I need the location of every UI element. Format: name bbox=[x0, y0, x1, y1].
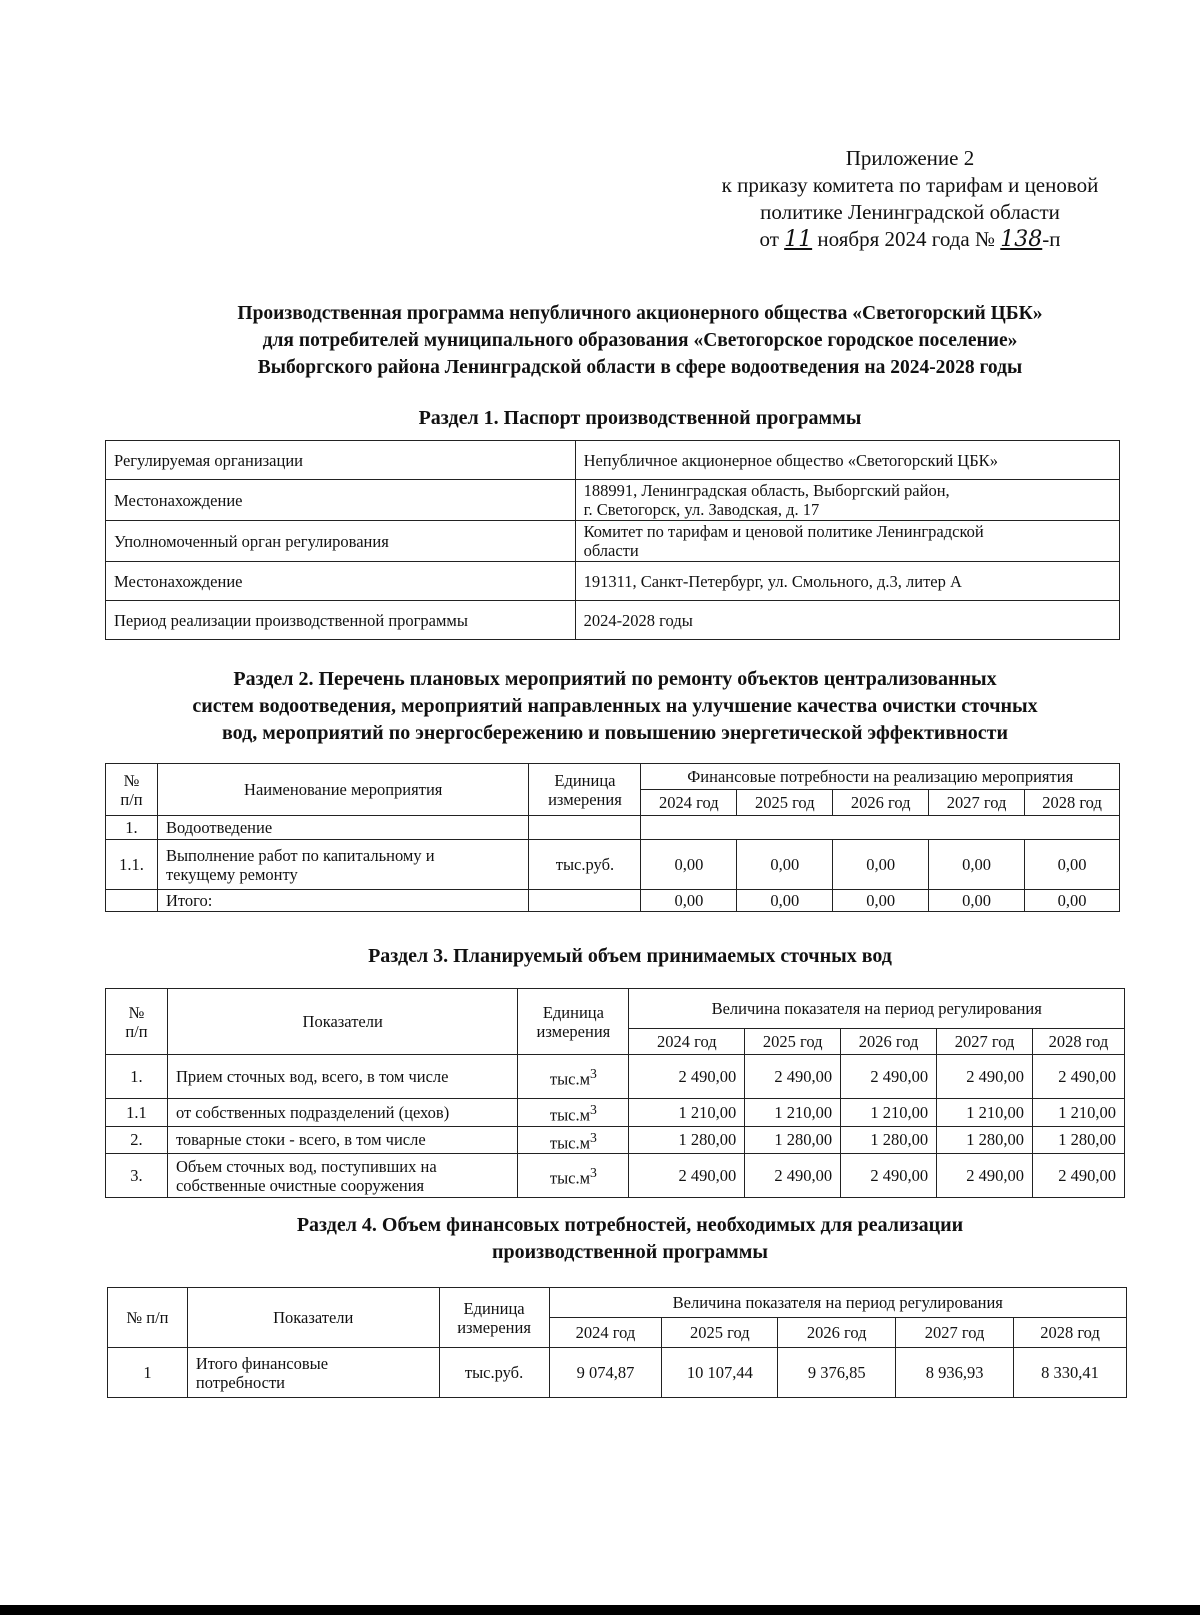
year-header: 2024 год bbox=[549, 1318, 662, 1348]
table-row bbox=[106, 1154, 1125, 1198]
value-cell: 1 210,00 bbox=[937, 1099, 1033, 1127]
handwritten-number: 138 bbox=[1000, 227, 1043, 252]
unit-superscript: 3 bbox=[590, 1066, 597, 1082]
row-name: Итого финансовые потребности bbox=[187, 1348, 439, 1398]
col-name-header: Наименование мероприятия bbox=[157, 764, 529, 816]
value-cell: 0,00 bbox=[1025, 890, 1120, 912]
value-cell: 1 280,00 bbox=[745, 1126, 841, 1154]
unit-base: тыс.м bbox=[549, 1133, 591, 1152]
value-cell: 0,00 bbox=[929, 890, 1025, 912]
value-cell: 1 280,00 bbox=[937, 1126, 1033, 1154]
value-cell: 1 210,00 bbox=[1033, 1099, 1125, 1127]
col-name-header: Показатели bbox=[167, 989, 517, 1055]
appendix-line2: к приказу комитета по тарифам и ценовой bbox=[721, 173, 1099, 197]
value-cell: 0,00 bbox=[1025, 840, 1120, 890]
passport-row bbox=[106, 521, 1120, 562]
value-cell: 2 490,00 bbox=[841, 1055, 937, 1099]
value-cell: 1 210,00 bbox=[841, 1099, 937, 1127]
date-month-year: ноября 2024 года № bbox=[817, 227, 996, 251]
value-cell: 2 490,00 bbox=[937, 1055, 1033, 1099]
value-cell: 9 376,85 bbox=[778, 1348, 896, 1398]
row-no: 3. bbox=[106, 1154, 168, 1198]
row-no: 1 bbox=[108, 1348, 188, 1398]
passport-value: Непубличное акционерное общество «Светогорский ЦБК» bbox=[575, 441, 1119, 480]
handwritten-day: 11 bbox=[784, 227, 813, 252]
year-header: 2028 год bbox=[1014, 1318, 1127, 1348]
financial-needs-table bbox=[107, 1287, 1127, 1398]
total-row bbox=[106, 890, 1120, 912]
passport-value: 188991, Ленинградская область, Выборгский район, г. Светогорск, ул. Заводская, д. 17 bbox=[575, 480, 1119, 521]
value-cell: 2 490,00 bbox=[1033, 1055, 1125, 1099]
appendix-line3: политике Ленинградской области bbox=[760, 200, 1060, 224]
document-title bbox=[120, 300, 1160, 381]
year-header: 2028 год bbox=[1025, 790, 1120, 816]
year-header: 2025 год bbox=[745, 1029, 841, 1055]
row-no bbox=[106, 890, 158, 912]
row-unit bbox=[529, 890, 641, 912]
col-group-header: Величина показателя на период регулирования bbox=[629, 989, 1125, 1029]
year-header: 2027 год bbox=[937, 1029, 1033, 1055]
title-line2: для потребителей муниципального образования «Светогорское городское поселение» bbox=[262, 330, 1018, 351]
row-unit bbox=[518, 1099, 629, 1127]
passport-label: Местонахождение bbox=[106, 562, 576, 601]
value-cell: 1 280,00 bbox=[1033, 1126, 1125, 1154]
row-unit bbox=[518, 1055, 629, 1099]
value-cell: 2 490,00 bbox=[629, 1154, 745, 1198]
unit-superscript: 3 bbox=[590, 1129, 597, 1145]
row-name: Прием сточных вод, всего, в том числе bbox=[167, 1055, 517, 1099]
row-name: Водоотведение bbox=[157, 816, 529, 840]
date-prefix: от bbox=[759, 227, 779, 251]
col-unit-header: Единица измерения bbox=[518, 989, 629, 1055]
passport-row bbox=[106, 480, 1120, 521]
unit-superscript: 3 bbox=[590, 1102, 597, 1117]
row-unit bbox=[518, 1126, 629, 1154]
scan-bottom-edge bbox=[0, 1605, 1200, 1615]
title-line3: Выборгского района Ленинградской области в сфере водоотведения на 2024-2028 годы bbox=[257, 357, 1023, 378]
value-cell: 8 936,93 bbox=[896, 1348, 1014, 1398]
table-row bbox=[106, 1055, 1125, 1099]
year-header: 2026 год bbox=[833, 790, 929, 816]
row-name: Выполнение работ по капитальному и текущему ремонту bbox=[157, 840, 529, 890]
value-cell: 9 074,87 bbox=[549, 1348, 662, 1398]
row-unit: тыс.руб. bbox=[529, 840, 641, 890]
table-row bbox=[106, 816, 1120, 840]
row-no: 2. bbox=[106, 1126, 168, 1154]
value-cell: 1 280,00 bbox=[629, 1126, 745, 1154]
passport-row bbox=[106, 441, 1120, 480]
value-cell: 2 490,00 bbox=[937, 1154, 1033, 1198]
year-header: 2024 год bbox=[629, 1029, 745, 1055]
row-no: 1. bbox=[106, 816, 158, 840]
passport-value: 191311, Санкт-Петербург, ул. Смольного, д.3, литер А bbox=[575, 562, 1119, 601]
value-cell: 0,00 bbox=[641, 890, 737, 912]
row-unit: тыс.руб. bbox=[439, 1348, 549, 1398]
unit-base: тыс.м bbox=[549, 1168, 591, 1188]
value-cell: 10 107,44 bbox=[662, 1348, 778, 1398]
appendix-date-line bbox=[690, 226, 1130, 253]
value-cell: 2 490,00 bbox=[629, 1055, 745, 1099]
table-row bbox=[106, 840, 1120, 890]
unit-superscript: 3 bbox=[590, 1165, 597, 1181]
row-no: 1.1 bbox=[106, 1099, 168, 1127]
table-row bbox=[106, 1099, 1125, 1127]
passport-label: Местонахождение bbox=[106, 480, 576, 521]
year-header: 2026 год bbox=[778, 1318, 896, 1348]
title-line1: Производственная программа непубличного акционерного общества «Светогорский ЦБК» bbox=[237, 303, 1043, 324]
year-header: 2025 год bbox=[662, 1318, 778, 1348]
year-header: 2024 год bbox=[641, 790, 737, 816]
section1-heading: Раздел 1. Паспорт производственной программы bbox=[418, 407, 862, 429]
events-table bbox=[105, 763, 1120, 912]
col-unit-header: Единица измерения bbox=[439, 1288, 549, 1348]
year-header: 2027 год bbox=[896, 1318, 1014, 1348]
appendix-line1: Приложение 2 bbox=[845, 146, 975, 170]
value-cell: 0,00 bbox=[929, 840, 1025, 890]
col-name-header: Показатели bbox=[187, 1288, 439, 1348]
row-empty bbox=[641, 816, 1120, 840]
table-row bbox=[106, 1126, 1125, 1154]
year-header: 2025 год bbox=[737, 790, 833, 816]
value-cell: 2 490,00 bbox=[745, 1055, 841, 1099]
col-no-header: № п/п bbox=[106, 764, 158, 816]
year-header: 2027 год bbox=[929, 790, 1025, 816]
passport-table bbox=[105, 440, 1120, 640]
year-header: 2026 год bbox=[841, 1029, 937, 1055]
passport-row bbox=[106, 601, 1120, 640]
passport-label: Уполномоченный орган регулирования bbox=[106, 521, 576, 562]
value-cell: 1 210,00 bbox=[629, 1099, 745, 1127]
row-name: товарные стоки - всего, в том числе bbox=[167, 1126, 517, 1154]
row-unit bbox=[518, 1154, 629, 1198]
value-cell: 8 330,41 bbox=[1014, 1348, 1127, 1398]
col-no-header: № п/п bbox=[106, 989, 168, 1055]
row-unit bbox=[529, 816, 641, 840]
row-no: 1. bbox=[106, 1055, 168, 1099]
value-cell: 1 280,00 bbox=[841, 1126, 937, 1154]
unit-base: тыс.м bbox=[549, 1105, 591, 1125]
col-unit-header: Единица измерения bbox=[529, 764, 641, 816]
year-header: 2028 год bbox=[1033, 1029, 1125, 1055]
passport-row bbox=[106, 562, 1120, 601]
row-name: Итого: bbox=[157, 890, 529, 912]
passport-value: Комитет по тарифам и ценовой политике Ленинградской области bbox=[575, 521, 1119, 562]
value-cell: 2 490,00 bbox=[841, 1154, 937, 1198]
value-cell: 0,00 bbox=[641, 840, 737, 890]
row-name: от собственных подразделений (цехов) bbox=[167, 1099, 517, 1127]
row-name: Объем сточных вод, поступивших на собственные очистные сооружения bbox=[167, 1154, 517, 1198]
number-suffix: -п bbox=[1042, 227, 1061, 251]
value-cell: 0,00 bbox=[833, 840, 929, 890]
col-no-header: № п/п bbox=[108, 1288, 188, 1348]
row-no: 1.1. bbox=[106, 840, 158, 890]
value-cell: 2 490,00 bbox=[745, 1154, 841, 1198]
table-row bbox=[108, 1348, 1127, 1398]
section4-heading: Раздел 4. Объем финансовых потребностей, необходимых для реализации производственной программы bbox=[296, 1214, 964, 1263]
value-cell: 0,00 bbox=[833, 890, 929, 912]
value-cell: 0,00 bbox=[737, 840, 833, 890]
wastewater-table bbox=[105, 988, 1125, 1198]
value-cell: 1 210,00 bbox=[745, 1099, 841, 1127]
unit-base: тыс.м bbox=[549, 1069, 591, 1089]
appendix-header bbox=[690, 145, 1130, 253]
passport-value: 2024-2028 годы bbox=[575, 601, 1119, 640]
section2-heading: Раздел 2. Перечень плановых мероприятий по ремонту объектов централизованных систем водоотведения, мероприятий направленных на улучшение качества очистки сточных вод, мероприятий по энергосбережению и повышению энергетической эффективности bbox=[192, 668, 1038, 744]
col-group-header: Финансовые потребности на реализацию мероприятия bbox=[641, 764, 1120, 790]
passport-label: Регулируемая организации bbox=[106, 441, 576, 480]
col-group-header: Величина показателя на период регулирования bbox=[549, 1288, 1126, 1318]
passport-label: Период реализации производственной программы bbox=[106, 601, 576, 640]
value-cell: 2 490,00 bbox=[1033, 1154, 1125, 1198]
section3-heading: Раздел 3. Планируемый объем принимаемых сточных вод bbox=[368, 945, 892, 967]
value-cell: 0,00 bbox=[737, 890, 833, 912]
